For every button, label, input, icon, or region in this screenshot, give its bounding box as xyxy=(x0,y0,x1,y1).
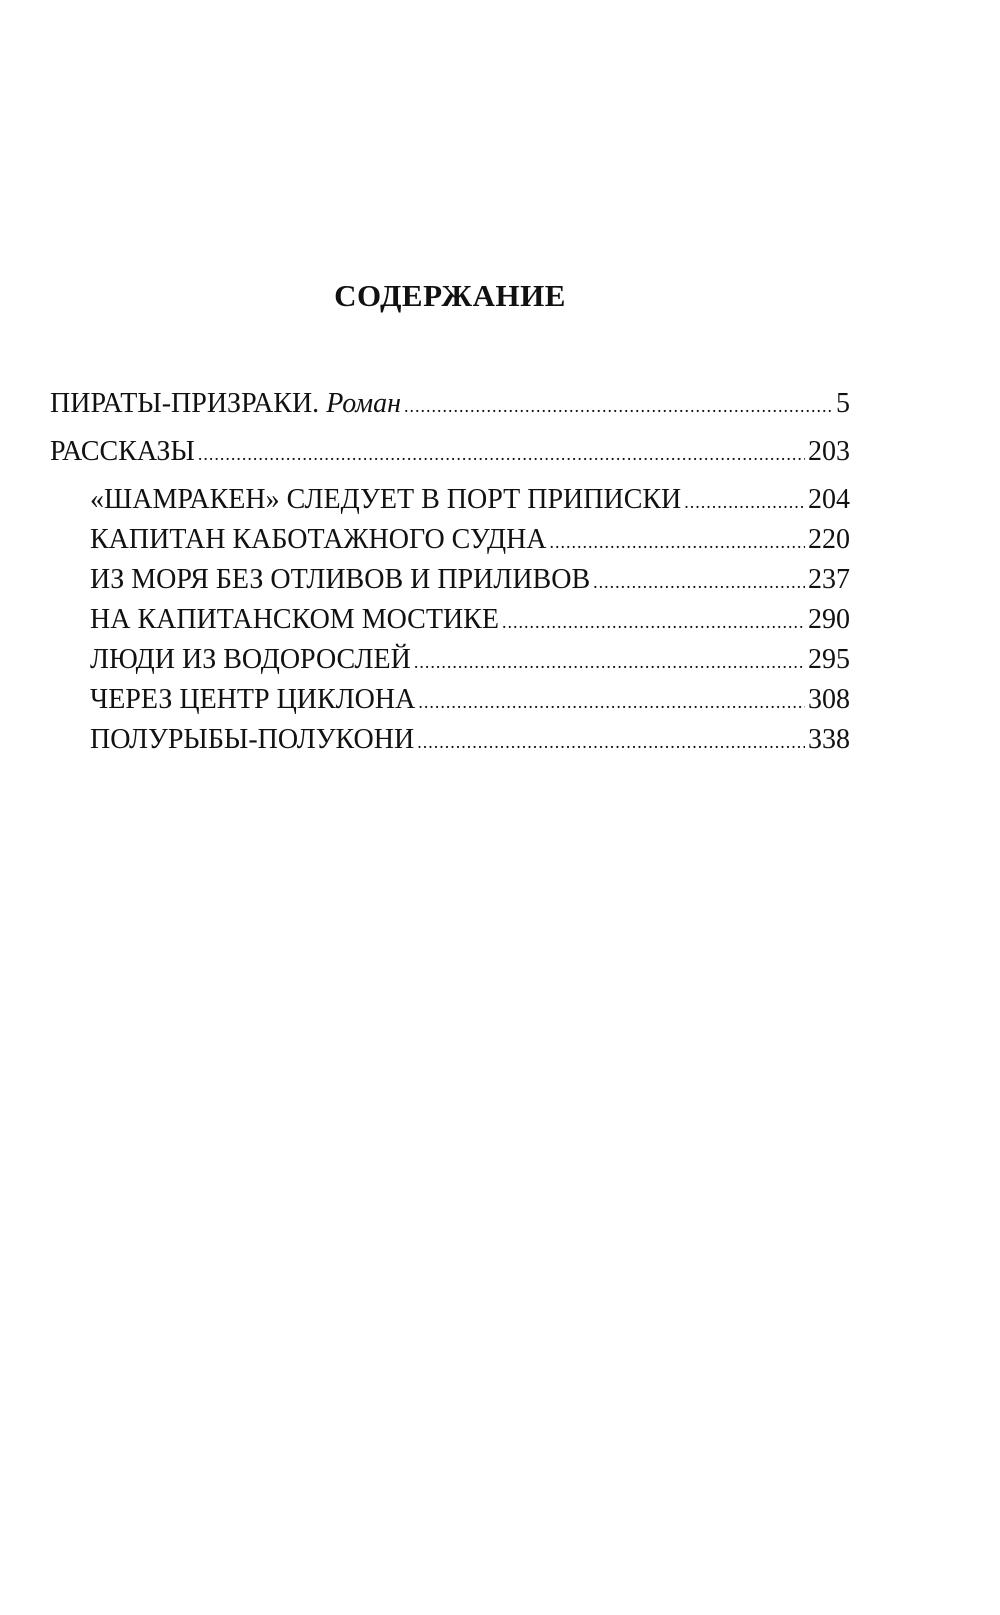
toc-page-number: 5 xyxy=(836,388,850,419)
toc-entry-label xyxy=(50,385,401,422)
dot-leader xyxy=(502,604,805,641)
toc-page-number: 220 xyxy=(808,524,850,555)
dot-leader xyxy=(417,724,805,761)
page-title: СОДЕРЖАНИЕ xyxy=(334,278,566,313)
toc-entry xyxy=(50,385,850,425)
toc-page-number: 308 xyxy=(808,684,850,715)
dot-leader xyxy=(198,436,805,473)
toc-entry xyxy=(50,641,850,681)
toc-page-number: 237 xyxy=(808,564,850,595)
toc-entry-label: «ШАМРАКЕН» СЛЕДУЕТ В ПОРТ ПРИПИСКИ xyxy=(90,484,682,515)
toc-page-number: 338 xyxy=(808,724,850,755)
toc-entry-subtitle: Роман xyxy=(326,388,401,419)
toc-entry-title: ПИРАТЫ-ПРИЗРАКИ. xyxy=(50,388,320,419)
dot-leader xyxy=(593,564,805,601)
dot-leader xyxy=(414,644,805,681)
toc-entry xyxy=(50,481,850,521)
toc-entry-label: РАССКАЗЫ xyxy=(50,436,195,467)
toc-entry-label: КАПИТАН КАБОТАЖНОГО СУДНА xyxy=(90,524,547,555)
toc-entry xyxy=(50,561,850,601)
toc-entry xyxy=(50,681,850,721)
dot-leader xyxy=(550,524,805,561)
toc-entry-label: ИЗ МОРЯ БЕЗ ОТЛИВОВ И ПРИЛИВОВ xyxy=(90,564,591,595)
toc-page-number: 203 xyxy=(808,436,850,467)
dot-leader xyxy=(404,388,833,425)
toc-entry xyxy=(50,721,850,761)
toc-entry xyxy=(50,521,850,561)
toc-page-number: 204 xyxy=(808,484,850,515)
toc-entry-label: ЧЕРЕЗ ЦЕНТР ЦИКЛОНА xyxy=(90,684,416,715)
toc-page-number: 295 xyxy=(808,644,850,675)
dot-leader xyxy=(684,484,805,521)
toc-page-number: 290 xyxy=(808,604,850,635)
toc-entry-label: ЛЮДИ ИЗ ВОДОРОСЛЕЙ xyxy=(90,644,411,675)
toc-entry-label: НА КАПИТАНСКОМ МОСТИКЕ xyxy=(90,604,499,635)
dot-leader xyxy=(418,684,805,721)
table-of-contents xyxy=(50,385,850,761)
toc-entry xyxy=(50,433,850,473)
toc-entry-label: ПОЛУРЫБЫ-ПОЛУКОНИ xyxy=(90,724,415,755)
toc-entry xyxy=(50,601,850,641)
